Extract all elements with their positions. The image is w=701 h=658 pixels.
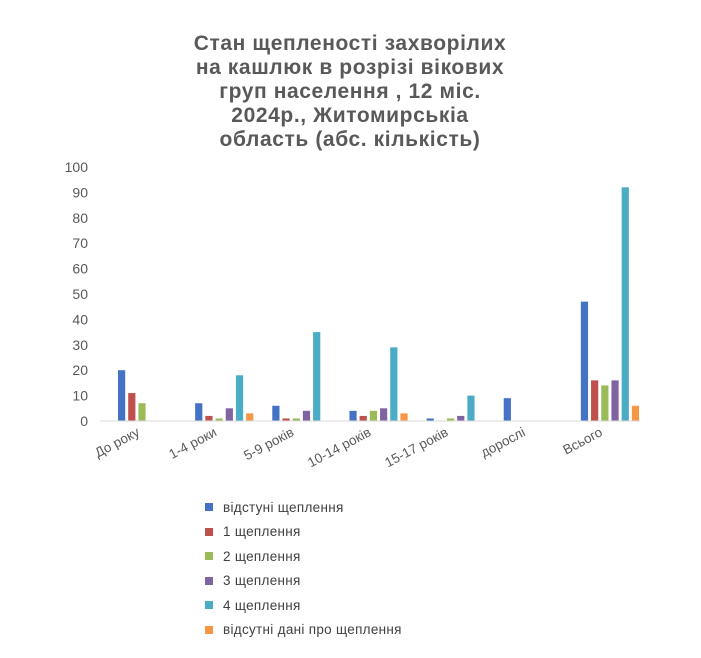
y-axis <box>65 159 89 429</box>
bar <box>272 406 279 421</box>
legend-item <box>205 520 402 545</box>
bar <box>128 393 135 421</box>
bars-group <box>118 187 639 421</box>
y-tick-label: 90 <box>72 184 88 201</box>
legend-label: 2 щеплення <box>223 548 301 564</box>
bar <box>504 398 511 421</box>
legend-label: відстуні щеплення <box>223 499 344 515</box>
x-tick-label: Всього <box>560 424 605 458</box>
bar <box>380 408 387 421</box>
bar <box>622 187 629 421</box>
y-tick-label: 50 <box>72 286 88 302</box>
bar <box>236 375 243 421</box>
chart-title: Стан щепленості захворілих на кашлюк в розрізі вікових груп населення , 12 міс. 2024р., Житомирськіа область (абс. кількість) <box>193 32 507 151</box>
y-tick-label: 30 <box>72 336 88 353</box>
legend-item <box>205 569 402 594</box>
bar <box>138 403 145 421</box>
y-tick-label: 0 <box>80 413 88 429</box>
legend-label: 1 щеплення <box>223 524 301 540</box>
legend-item <box>205 593 402 618</box>
y-tick-label: 70 <box>72 235 88 252</box>
y-tick-label: 20 <box>72 362 88 379</box>
x-tick-label: До року <box>92 424 142 461</box>
legend-label: відсутні дані про щеплення <box>223 622 402 638</box>
y-tick-label: 60 <box>72 260 88 277</box>
y-tick-label: 40 <box>72 311 88 328</box>
x-axis <box>92 424 605 470</box>
bar <box>390 347 397 421</box>
bar <box>400 413 407 421</box>
legend-swatch <box>205 503 213 511</box>
bar <box>349 411 356 421</box>
bar <box>226 408 233 421</box>
x-tick-label: 1-4 роки <box>166 424 220 462</box>
bar <box>581 302 588 421</box>
x-tick-label: 15-17 років <box>382 424 451 471</box>
bar <box>591 380 598 421</box>
y-tick-label: 100 <box>64 159 88 175</box>
legend-item <box>205 618 402 643</box>
legend-swatch <box>205 528 213 536</box>
bar <box>246 413 253 421</box>
x-tick-label: дорослі <box>478 424 528 461</box>
legend-swatch <box>205 626 213 634</box>
legend-swatch <box>205 577 213 585</box>
legend-item <box>205 495 402 520</box>
bar <box>457 416 464 421</box>
bar <box>195 403 202 421</box>
legend <box>205 495 402 642</box>
bar <box>118 370 125 421</box>
y-tick-label: 10 <box>72 387 88 404</box>
legend-label: 4 щеплення <box>223 597 301 613</box>
x-tick-label: 5-9 років <box>241 424 297 464</box>
bar <box>370 411 377 421</box>
bar <box>313 332 320 421</box>
bar <box>360 416 367 421</box>
bar <box>205 416 212 421</box>
bar <box>632 406 639 421</box>
legend-swatch <box>205 601 213 609</box>
bar <box>467 396 474 421</box>
bar <box>611 380 618 421</box>
bar <box>303 411 310 421</box>
legend-swatch <box>205 552 213 560</box>
legend-item <box>205 544 402 569</box>
x-tick-label: 10-14 років <box>305 424 374 471</box>
y-tick-label: 80 <box>72 209 88 226</box>
legend-label: 3 щеплення <box>223 573 301 589</box>
bar <box>601 385 608 421</box>
